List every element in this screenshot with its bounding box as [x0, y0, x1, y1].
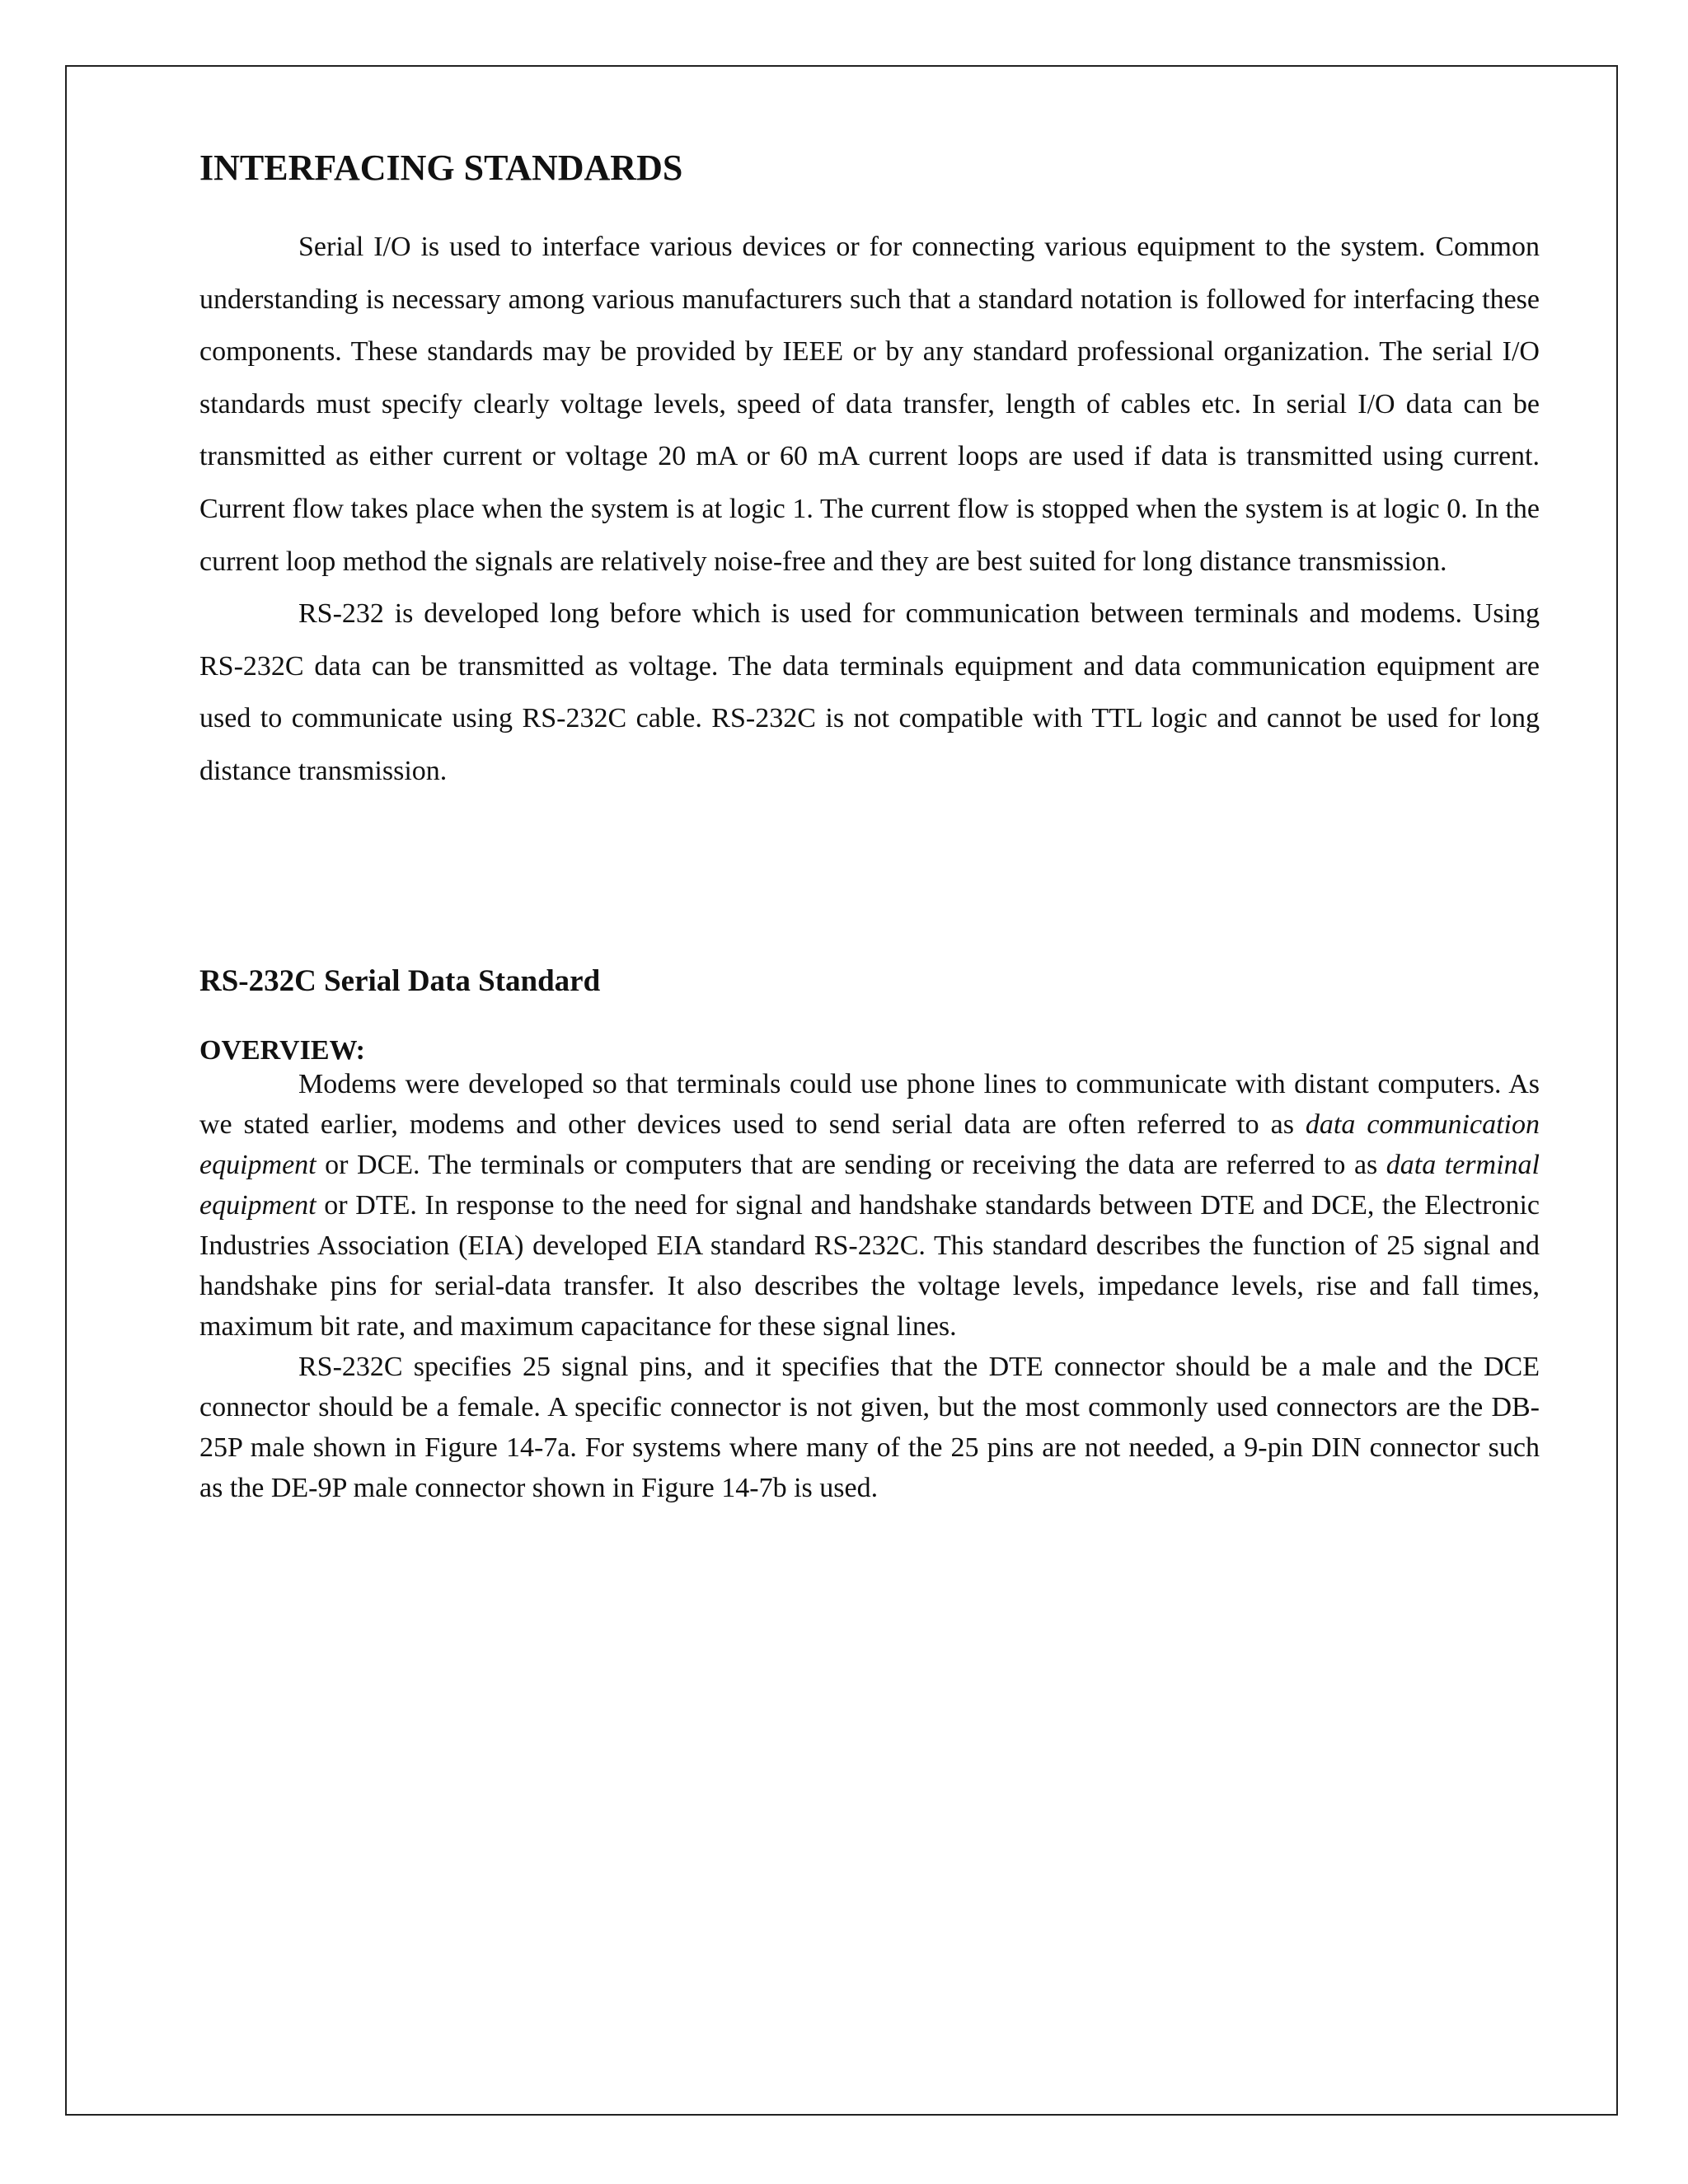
term-dte: data terminal equipment [199, 1150, 1540, 1221]
term-dce: data communication equipment [199, 1109, 1540, 1180]
section-title: RS-232C Serial Data Standard [199, 964, 601, 998]
intro-paragraph-1: Serial I/O is used to interface various devices or for connecting various equipment to the system. Common understanding is necessary among various manufacturers such that a standard notation is followed for interfacing these components. These standards may be provided by IEEE or by any standard professional organization. The serial I/O standards must specify clearly voltage levels, speed of data transfer, length of cables etc. In serial I/O data can be transmitted as either current or voltage 20 mA or 60 mA current loops are used if data is transmitted using current. Current flow takes place when the system is at logic 1. The current flow is stopped when the system is at logic 0. In the current loop method the signals are relatively noise-free and they are best suited for long distance transmission. [199, 232, 1540, 577]
intro-section [199, 221, 1540, 798]
overview-text: or DCE. The terminals or computers that are sending or receiving the data are referred to as [316, 1150, 1386, 1180]
overview-section [199, 1064, 1540, 1508]
page-title: INTERFACING STANDARDS [199, 148, 683, 188]
overview-paragraph-1 [199, 1064, 1540, 1347]
overview-label: OVERVIEW: [199, 1035, 365, 1066]
overview-paragraph-2: RS-232C specifies 25 signal pins, and it specifies that the DTE connector should be a male and the DCE connector should be a female. A specific connector is not given, but the most commonly used connectors are the DB-25P male shown in Figure 14-7a. For systems where many of the 25 pins are not needed, a 9-pin DIN connector such as the DE-9P male connector shown in Figure 14-7b is used. [199, 1352, 1540, 1503]
intro-paragraph-2: RS-232 is developed long before which is used for communication between terminals and modems. Using RS-232C data can be transmitted as voltage. The data terminals equipment and data communication equipment are used to communicate using RS-232C cable. RS-232C is not compatible with TTL logic and cannot be used for long distance transmission. [199, 598, 1540, 786]
overview-text: or DTE. In response to the need for signal and handshake standards between DTE and DCE, the Electronic Industries Association (EIA) developed EIA standard RS-232C. This standard describes the function of 25 signal and handshake pins for serial-data transfer. It also describes the voltage levels, impedance levels, rise and fall times, maximum bit rate, and maximum capacitance for these signal lines. [199, 1190, 1540, 1342]
overview-text: Modems were developed so that terminals could use phone lines to communicate with distant computers. As we stated earlier, modems and other devices used to send serial data are often referred to as [199, 1069, 1540, 1140]
